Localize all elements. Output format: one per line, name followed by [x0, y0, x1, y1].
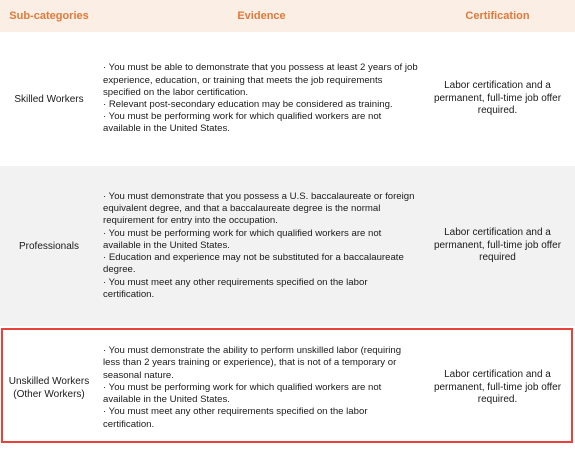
- table-header: [0, 0, 575, 32]
- category-cell: Unskilled Workers (Other Workers): [8, 376, 90, 400]
- category-cell: Professionals: [18, 240, 80, 252]
- table-row: [0, 326, 575, 450]
- evidence-item: · You must demonstrate the ability to perform unskilled labor (requiring less than 2 years training or experience), that is not of a temporary or seasonal nature.: [103, 345, 402, 381]
- evidence-cell: [98, 191, 420, 301]
- evidence-item: · You must be performing work for which qualified workers are not available in the United States.: [103, 381, 382, 406]
- header-subcategories: Sub-categories: [9, 10, 89, 22]
- header-certification: Certification: [465, 10, 530, 22]
- evidence-item: · You must be performing work for which qualified workers are not available in the United States.: [103, 111, 382, 135]
- category-cell: Skilled Workers: [14, 93, 84, 105]
- evidence-item: · You must demonstrate that you possess a U.S. baccalaureate or foreign equivalent degree, and that a baccalaureate degree is the normal requirement for entry into the occupation.: [103, 191, 415, 227]
- certification-cell: Labor certification and a permanent, full-time job offer required.: [433, 80, 562, 117]
- evidence-item: · You must be performing work for which qualified workers are not available in the United States.: [103, 227, 382, 251]
- evidence-cell: [98, 62, 420, 135]
- evidence-item: · You must meet any other requirements specified on the labor certification.: [103, 406, 368, 430]
- evidence-item: · Relevant post-secondary education may be considered as training.: [103, 99, 393, 110]
- header-evidence: Evidence: [237, 10, 286, 22]
- evidence-cell: [98, 345, 420, 430]
- table-row: [0, 166, 575, 326]
- evidence-item: · You must be able to demonstrate that you possess at least 2 years of job experience, education, or training that meets the job requirements specified on the labor certification.: [103, 62, 418, 98]
- table-row: [0, 32, 575, 166]
- certification-cell: Labor certification and a permanent, full-time job offer required: [433, 227, 562, 264]
- certification-cell: Labor certification and a permanent, full-time job offer required.: [433, 369, 562, 406]
- evidence-item: · Education and experience may not be substituted for a baccalaureate degree.: [103, 252, 404, 276]
- evidence-item: · You must meet any other requirements specified on the labor certification.: [103, 276, 368, 300]
